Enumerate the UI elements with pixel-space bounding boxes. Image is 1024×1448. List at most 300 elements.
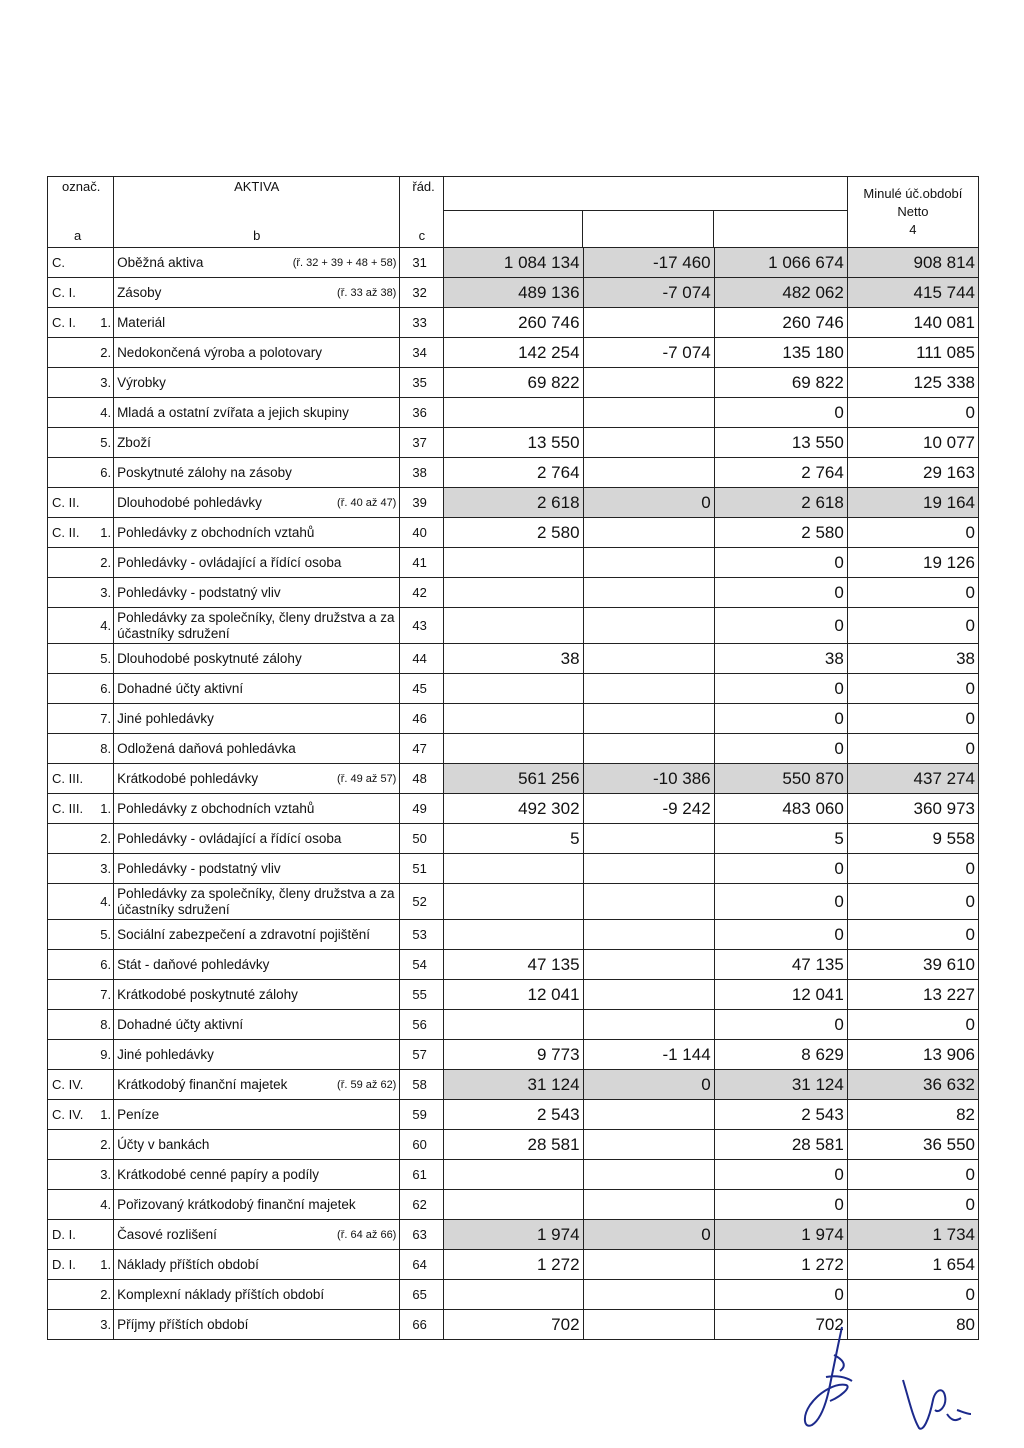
row-item-number: 7. [100, 711, 112, 726]
row-code-cell [48, 1010, 114, 1040]
row-code-cell [48, 644, 114, 674]
row-rad: 58 [400, 1070, 444, 1100]
table-row [48, 1190, 979, 1220]
row-name: Pohledávky - podstatný vliv [117, 585, 281, 600]
row-formula: (ř. 40 až 47) [337, 496, 397, 509]
table-row [48, 794, 979, 824]
row-netto: 0 [714, 674, 847, 704]
row-name: Materiál [117, 315, 166, 330]
row-netto: 12 041 [714, 980, 847, 1010]
row-brutto: 13 550 [444, 428, 583, 458]
row-name-cell [114, 488, 400, 518]
row-code-cell [48, 674, 114, 704]
row-netto: 0 [714, 920, 847, 950]
row-name-cell [114, 338, 400, 368]
row-netto: 0 [714, 1010, 847, 1040]
row-code [48, 555, 52, 570]
row-name: Pohledávky - podstatný vliv [117, 861, 281, 876]
row-code [48, 651, 52, 666]
row-rad: 42 [400, 578, 444, 608]
row-rad: 49 [400, 794, 444, 824]
row-brutto: 69 822 [444, 368, 583, 398]
row-name: Pořizovaný krátkodobý finanční majetek [117, 1197, 356, 1212]
table-row [48, 1040, 979, 1070]
row-minule: 360 973 [847, 794, 978, 824]
row-code [48, 1047, 52, 1062]
row-code [48, 741, 52, 756]
table-row [48, 308, 979, 338]
row-netto: 1 272 [714, 1250, 847, 1280]
table-row [48, 398, 979, 428]
row-name: Oběžná aktiva [117, 255, 204, 270]
row-minule: 39 610 [847, 950, 978, 980]
row-name-cell [114, 1280, 400, 1310]
row-minule: 19 126 [847, 548, 978, 578]
row-name-cell [114, 920, 400, 950]
row-name: Pohledávky za společníky, členy družstva a za účastníky sdružení [117, 609, 395, 641]
header-oznac-letter: a [74, 228, 82, 243]
row-code: C. III. [52, 771, 84, 786]
row-rad: 50 [400, 824, 444, 854]
row-name: Pohledávky - ovládající a řídící osoba [117, 831, 342, 846]
row-korekce: -1 144 [583, 1040, 714, 1070]
row-rad: 56 [400, 1010, 444, 1040]
row-korekce: -7 074 [583, 338, 714, 368]
signature-1 [790, 1325, 870, 1435]
row-name-cell [114, 368, 400, 398]
row-minule: 0 [847, 1280, 978, 1310]
header-column-number: 4 [909, 222, 917, 237]
row-name-cell [114, 854, 400, 884]
row-brutto: 5 [444, 824, 583, 854]
row-name-cell [114, 980, 400, 1010]
row-code-cell [48, 980, 114, 1010]
row-brutto [444, 1010, 583, 1040]
row-rad: 55 [400, 980, 444, 1010]
row-code: C. III. [52, 801, 84, 816]
row-code [48, 1197, 52, 1212]
table-row [48, 1220, 979, 1250]
row-brutto: 9 773 [444, 1040, 583, 1070]
row-korekce [583, 518, 714, 548]
row-brutto: 38 [444, 644, 583, 674]
table-row [48, 608, 979, 644]
row-brutto [444, 854, 583, 884]
row-korekce [583, 1310, 714, 1340]
row-code-cell [48, 704, 114, 734]
row-rad: 48 [400, 764, 444, 794]
table-row [48, 980, 979, 1010]
row-code-cell [48, 824, 114, 854]
row-minule: 38 [847, 644, 978, 674]
header-aktiva [114, 177, 400, 248]
row-name: Dohadné účty aktivní [117, 1017, 244, 1032]
row-code-cell [48, 338, 114, 368]
row-code: C. IV. [52, 1077, 84, 1092]
row-name-cell [114, 308, 400, 338]
row-brutto [444, 398, 583, 428]
row-item-number: 2. [100, 555, 112, 570]
row-code: C. [52, 255, 65, 270]
row-rad: 66 [400, 1310, 444, 1340]
row-brutto [444, 548, 583, 578]
table-row [48, 1250, 979, 1280]
row-netto: 0 [714, 1160, 847, 1190]
row-rad: 37 [400, 428, 444, 458]
row-name: Dlouhodobé pohledávky [117, 495, 262, 510]
row-item-number: 8. [100, 741, 112, 756]
row-rad: 47 [400, 734, 444, 764]
row-name: Dlouhodobé poskytnuté zálohy [117, 651, 302, 666]
row-code-cell [48, 458, 114, 488]
row-code-cell [48, 920, 114, 950]
row-rad: 40 [400, 518, 444, 548]
row-minule: 36 632 [847, 1070, 978, 1100]
row-name-cell [114, 794, 400, 824]
row-rad: 43 [400, 608, 444, 644]
row-item-number: 4. [100, 618, 112, 633]
table-row [48, 488, 979, 518]
row-netto: 0 [714, 854, 847, 884]
row-netto: 482 062 [714, 278, 847, 308]
row-name-cell [114, 1070, 400, 1100]
row-code [48, 1017, 52, 1032]
row-rad: 46 [400, 704, 444, 734]
table-row [48, 278, 979, 308]
row-code [48, 618, 52, 633]
row-name-cell [114, 1310, 400, 1340]
row-code-cell [48, 1280, 114, 1310]
table-row [48, 674, 979, 704]
row-name: Sociální zabezpečení a zdravotní pojištění [117, 927, 370, 942]
row-code: C. I. [52, 285, 76, 300]
row-item-number: 3. [100, 1167, 112, 1182]
row-name: Krátkodobé poskytnuté zálohy [117, 987, 298, 1002]
table-row [48, 578, 979, 608]
row-korekce [583, 1190, 714, 1220]
table-row [48, 548, 979, 578]
row-brutto: 492 302 [444, 794, 583, 824]
row-rad: 35 [400, 368, 444, 398]
row-minule: 0 [847, 578, 978, 608]
row-code [48, 1287, 52, 1302]
row-code [48, 1137, 52, 1152]
row-name-cell [114, 824, 400, 854]
header-aktiva-label: AKTIVA [234, 179, 280, 194]
row-formula: (ř. 59 až 62) [337, 1078, 397, 1091]
table-row [48, 428, 979, 458]
row-brutto: 1 272 [444, 1250, 583, 1280]
row-name: Peníze [117, 1107, 160, 1122]
row-name: Krátkodobý finanční majetek [117, 1077, 288, 1092]
row-name: Nedokončená výroba a polotovary [117, 345, 322, 360]
row-netto: 0 [714, 1280, 847, 1310]
row-korekce [583, 308, 714, 338]
row-brutto [444, 704, 583, 734]
row-minule: 0 [847, 920, 978, 950]
row-name-cell [114, 1010, 400, 1040]
row-code [48, 861, 52, 876]
row-minule: 0 [847, 674, 978, 704]
row-minule: 36 550 [847, 1130, 978, 1160]
row-name-cell [114, 644, 400, 674]
header-current-period [444, 177, 847, 248]
row-brutto [444, 578, 583, 608]
row-item-number: 4. [100, 1197, 112, 1212]
row-rad: 45 [400, 674, 444, 704]
row-code-cell [48, 368, 114, 398]
table-row [48, 884, 979, 920]
table-row [48, 704, 979, 734]
row-code-cell [48, 428, 114, 458]
row-code-cell [48, 548, 114, 578]
row-name-cell [114, 278, 400, 308]
row-korekce: 0 [583, 1220, 714, 1250]
row-code [48, 375, 52, 390]
row-rad: 32 [400, 278, 444, 308]
row-code [48, 345, 52, 360]
row-item-number: 4. [100, 894, 112, 909]
row-minule: 29 163 [847, 458, 978, 488]
header-rad [400, 177, 444, 248]
row-minule: 125 338 [847, 368, 978, 398]
row-netto: 702 [714, 1310, 847, 1340]
row-name-cell [114, 398, 400, 428]
row-brutto: 561 256 [444, 764, 583, 794]
row-netto: 8 629 [714, 1040, 847, 1070]
row-code-cell [48, 884, 114, 920]
row-name: Krátkodobé cenné papíry a podíly [117, 1167, 319, 1182]
row-item-number: 2. [100, 345, 112, 360]
row-korekce [583, 1160, 714, 1190]
row-name: Náklady příštích období [117, 1257, 259, 1272]
row-korekce [583, 734, 714, 764]
row-code [48, 465, 52, 480]
row-item-number: 3. [100, 375, 112, 390]
row-rad: 63 [400, 1220, 444, 1250]
row-minule: 0 [847, 854, 978, 884]
row-item-number: 1. [100, 1257, 112, 1272]
table-row [48, 1100, 979, 1130]
header-oznac-label: označ. [62, 179, 101, 194]
row-item-number: 8. [100, 1017, 112, 1032]
row-netto: 31 124 [714, 1070, 847, 1100]
row-minule: 19 164 [847, 488, 978, 518]
row-brutto: 28 581 [444, 1130, 583, 1160]
row-brutto: 12 041 [444, 980, 583, 1010]
row-minule: 10 077 [847, 428, 978, 458]
table-row [48, 950, 979, 980]
table-row [48, 458, 979, 488]
row-code-cell [48, 1160, 114, 1190]
row-netto: 5 [714, 824, 847, 854]
row-code [48, 927, 52, 942]
row-rad: 44 [400, 644, 444, 674]
row-rad: 65 [400, 1280, 444, 1310]
table-row [48, 1010, 979, 1040]
table-row [48, 764, 979, 794]
row-name-cell [114, 884, 400, 920]
row-code-cell [48, 1250, 114, 1280]
row-name: Účty v bankách [117, 1137, 210, 1152]
row-netto: 2 543 [714, 1100, 847, 1130]
row-brutto: 1 974 [444, 1220, 583, 1250]
row-code [48, 405, 52, 420]
row-name-cell [114, 1160, 400, 1190]
row-korekce [583, 920, 714, 950]
row-code [48, 1167, 52, 1182]
row-name: Zásoby [117, 285, 162, 300]
row-korekce [583, 1280, 714, 1310]
row-item-number: 5. [100, 927, 112, 942]
row-code [48, 681, 52, 696]
row-korekce [583, 884, 714, 920]
row-korekce [583, 1100, 714, 1130]
row-rad: 33 [400, 308, 444, 338]
row-code-cell [48, 278, 114, 308]
row-code [48, 435, 52, 450]
row-minule: 140 081 [847, 308, 978, 338]
row-netto: 28 581 [714, 1130, 847, 1160]
row-name-cell [114, 1250, 400, 1280]
row-minule: 0 [847, 398, 978, 428]
row-korekce [583, 854, 714, 884]
row-korekce [583, 458, 714, 488]
table-row [48, 920, 979, 950]
row-rad: 60 [400, 1130, 444, 1160]
row-code [48, 987, 52, 1002]
row-netto: 2 618 [714, 488, 847, 518]
row-item-number: 1. [100, 801, 112, 816]
row-korekce [583, 608, 714, 644]
row-rad: 51 [400, 854, 444, 884]
row-korekce [583, 548, 714, 578]
row-name-cell [114, 248, 400, 278]
row-item-number: 1. [100, 315, 112, 330]
row-name: Poskytnuté zálohy na zásoby [117, 465, 292, 480]
row-name: Krátkodobé pohledávky [117, 771, 259, 786]
row-brutto [444, 1160, 583, 1190]
row-netto: 69 822 [714, 368, 847, 398]
row-korekce [583, 704, 714, 734]
row-rad: 53 [400, 920, 444, 950]
row-name: Pohledávky - ovládající a řídící osoba [117, 555, 342, 570]
header-minule-label: Minulé úč.období [863, 186, 963, 201]
row-item-number: 9. [100, 1047, 112, 1062]
row-code [48, 585, 52, 600]
header-rad-label: řád. [412, 179, 435, 194]
row-brutto: 260 746 [444, 308, 583, 338]
row-rad: 39 [400, 488, 444, 518]
row-brutto [444, 608, 583, 644]
row-code-cell [48, 794, 114, 824]
row-korekce: 0 [583, 1070, 714, 1100]
row-minule: 111 085 [847, 338, 978, 368]
table-row [48, 368, 979, 398]
row-minule: 1 654 [847, 1250, 978, 1280]
row-code-cell [48, 854, 114, 884]
row-minule: 908 814 [847, 248, 978, 278]
row-netto: 13 550 [714, 428, 847, 458]
row-korekce: -9 242 [583, 794, 714, 824]
row-netto: 38 [714, 644, 847, 674]
row-minule: 80 [847, 1310, 978, 1340]
row-code-cell [48, 950, 114, 980]
row-korekce [583, 368, 714, 398]
row-code-cell [48, 764, 114, 794]
row-netto: 0 [714, 884, 847, 920]
row-code [48, 957, 52, 972]
table-row [48, 824, 979, 854]
table-row [48, 854, 979, 884]
row-name: Příjmy příštích období [117, 1317, 249, 1332]
row-korekce [583, 398, 714, 428]
row-korekce [583, 428, 714, 458]
row-item-number: 3. [100, 585, 112, 600]
signature-2 [895, 1370, 975, 1440]
row-netto: 0 [714, 548, 847, 578]
row-code [48, 1317, 52, 1332]
row-item-number: 1. [100, 525, 112, 540]
row-korekce [583, 578, 714, 608]
row-code-cell [48, 308, 114, 338]
table-row [48, 734, 979, 764]
row-code-cell [48, 578, 114, 608]
row-code-cell [48, 398, 114, 428]
row-brutto [444, 734, 583, 764]
row-name-cell [114, 1220, 400, 1250]
row-item-number: 6. [100, 957, 112, 972]
row-brutto [444, 674, 583, 704]
row-korekce [583, 980, 714, 1010]
row-brutto [444, 920, 583, 950]
row-name-cell [114, 704, 400, 734]
row-name-cell [114, 764, 400, 794]
table-row [48, 1280, 979, 1310]
row-netto: 135 180 [714, 338, 847, 368]
row-netto: 0 [714, 578, 847, 608]
header-netto-label: Netto [897, 204, 929, 219]
row-name: Pohledávky z obchodních vztahů [117, 801, 315, 816]
row-korekce: -17 460 [583, 248, 714, 278]
row-name-cell [114, 428, 400, 458]
row-rad: 62 [400, 1190, 444, 1220]
row-netto: 0 [714, 398, 847, 428]
balance-sheet-table [47, 176, 979, 1340]
row-code [48, 711, 52, 726]
header-aktiva-letter: b [253, 228, 261, 243]
row-code-cell [48, 1130, 114, 1160]
table-row [48, 248, 979, 278]
row-netto: 0 [714, 1190, 847, 1220]
row-item-number: 3. [100, 861, 112, 876]
row-item-number: 6. [100, 465, 112, 480]
row-korekce: -10 386 [583, 764, 714, 794]
row-korekce [583, 674, 714, 704]
row-item-number: 3. [100, 1317, 112, 1332]
row-item-number: 7. [100, 987, 112, 1002]
row-formula: (ř. 49 až 57) [337, 772, 397, 785]
header-rad-letter: c [418, 228, 426, 243]
row-code-cell [48, 248, 114, 278]
row-code: C. I. [52, 315, 76, 330]
row-minule: 0 [847, 884, 978, 920]
row-formula: (ř. 33 až 38) [337, 286, 397, 299]
row-netto: 550 870 [714, 764, 847, 794]
table-row [48, 644, 979, 674]
row-minule: 0 [847, 1160, 978, 1190]
row-name-cell [114, 950, 400, 980]
